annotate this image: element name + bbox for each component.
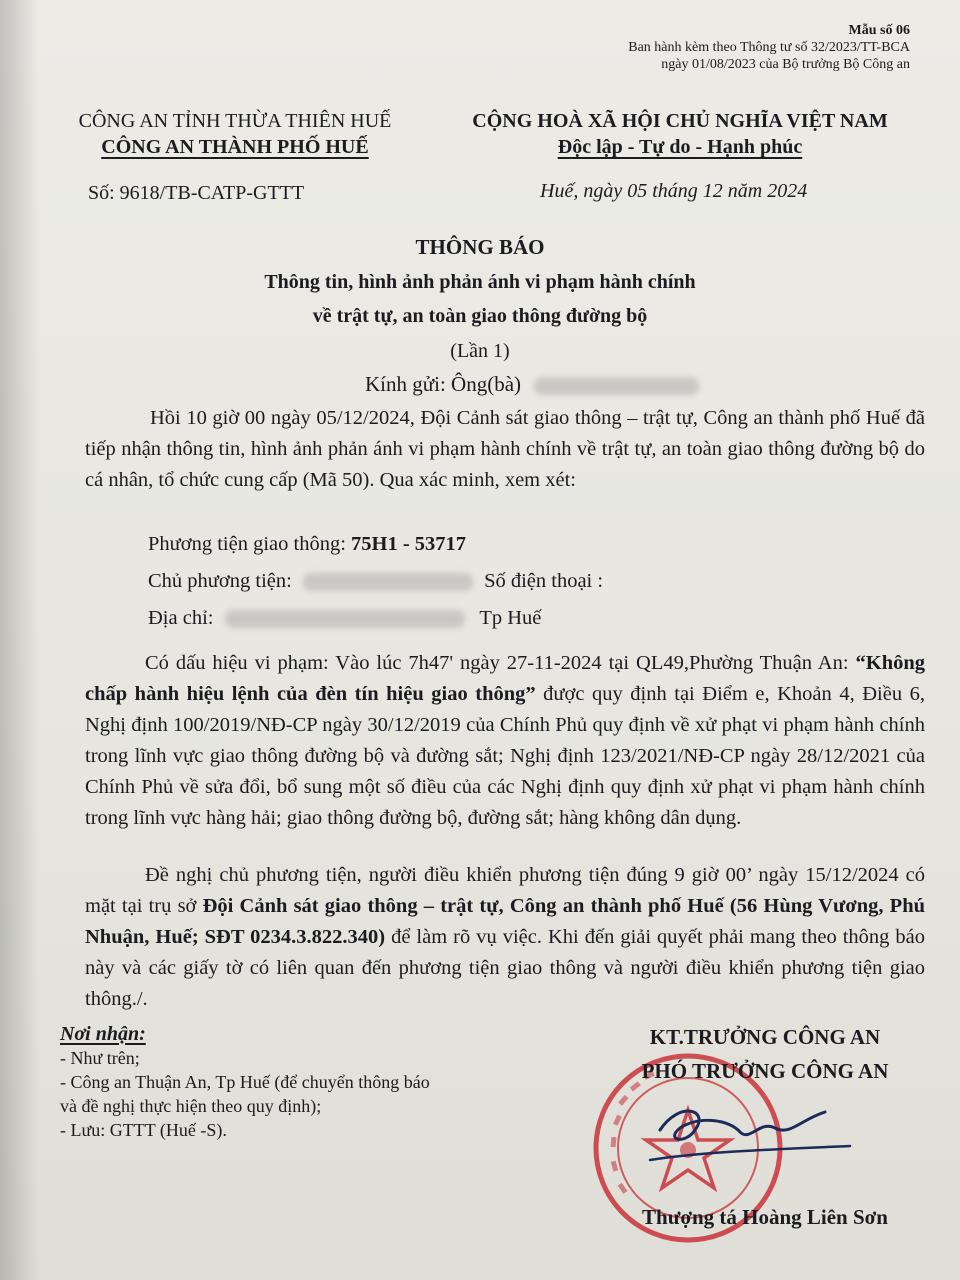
redacted-recipient-name — [534, 377, 699, 395]
recipients-heading: Nơi nhận: — [60, 1023, 146, 1045]
page-edge-shadow — [0, 0, 40, 1280]
recipient-item: và đề nghị thực hiện theo quy định); — [60, 1096, 322, 1116]
form-number: Mẫu số 06 — [848, 23, 910, 38]
recipients-block — [60, 1022, 430, 1142]
request-location: Đội Cảnh sát giao thông – trật tự, Công an thành phố Huế (56 Hùng Vương, Phú Nhuận, Huế; SĐT 0234.3.822.340) — [85, 895, 925, 948]
recipient-item: - Công an Thuận An, Tp Huế (để chuyển thông báo — [60, 1072, 430, 1092]
address-label: Địa chỉ: — [148, 607, 214, 629]
national-motto: Độc lập - Tự do - Hạnh phúc — [557, 136, 803, 158]
violation-paragraph — [85, 648, 925, 834]
document-subtitle-2: về trật tự, an toàn giao thông đường bộ — [312, 305, 648, 327]
phone-label: Số điện thoại : — [484, 570, 604, 592]
handwritten-signature — [640, 1090, 860, 1180]
signer-title-2: PHÓ TRƯỞNG CÔNG AN — [641, 1059, 889, 1083]
document-title: THÔNG BÁO — [415, 235, 545, 259]
recipient-label: Kính gửi: Ông(bà) — [365, 372, 522, 396]
nation-name: CỘNG HOÀ XÃ HỘI CHỦ NGHĨA VIỆT NAM — [472, 110, 888, 132]
signer-title-1: KT.TRƯỞNG CÔNG AN — [649, 1025, 881, 1049]
address-line — [148, 607, 541, 630]
vehicle-line — [148, 533, 466, 556]
place-date: Huế, ngày 05 tháng 12 năm 2024 — [540, 180, 808, 202]
request-instructions: để làm rõ vụ việc. Khi đến giải quyết phải mang theo thông báo này và các giấy tờ có liên quan đến phương tiện giao thông và người điều khiển phương tiện giao thông./. — [85, 926, 925, 1010]
recipient-item: - Như trên; — [60, 1048, 140, 1068]
violation-intro: Có dấu hiệu vi phạm: Vào lúc 7h47' ngày 27-11-2024 tại QL49,Phường Thuận An: — [145, 652, 856, 674]
request-paragraph — [85, 860, 925, 1015]
org-name: CÔNG AN THÀNH PHỐ HUẾ — [101, 136, 369, 158]
address-city: Tp Huế — [479, 607, 542, 629]
vehicle-label: Phương tiện giao thông: — [148, 533, 352, 555]
document-number: Số: 9618/TB-CATP-GTTT — [88, 182, 305, 204]
signature-block — [600, 1020, 930, 1088]
national-header — [440, 108, 920, 160]
violation-description: “Không chấp hành hiệu lệnh của đèn tín hiệu giao thông” — [85, 652, 925, 705]
request-intro: Đề nghị chủ phương tiện, người điều khiển phương tiện đúng 9 giờ 00’ ngày 15/12/2024 có mặt tại trụ sở — [85, 864, 925, 917]
signer-name: Thượng tá Hoàng Liên Sơn — [642, 1205, 888, 1229]
form-reference — [580, 22, 910, 73]
vehicle-plate: 75H1 - 53717 — [351, 533, 467, 555]
redacted-address — [225, 610, 465, 628]
redacted-owner-name — [303, 573, 473, 591]
notice-round: (Lần 1) — [450, 340, 510, 362]
intro-paragraph: Hồi 10 giờ 00 ngày 05/12/2024, Đội Cảnh sát giao thông – trật tự, Công an thành phố Huế đã tiếp nhận thông tin, hình ảnh phản ánh vi phạm hành chính về trật tự, an toàn giao thông đường bộ do cá nhân, tổ chức cung cấp (Mã 50). Qua xác minh, xem xét: — [85, 407, 925, 491]
recipient-line — [365, 372, 699, 397]
form-issued-line1: Ban hành kèm theo Thông tư số 32/2023/TT-BCA — [628, 40, 910, 55]
recipient-item: - Lưu: GTTT (Huế -S). — [60, 1120, 227, 1140]
org-parent: CÔNG AN TỈNH THỪA THIÊN HUẾ — [78, 110, 392, 132]
owner-line — [148, 570, 603, 593]
document-subtitle-1: Thông tin, hình ảnh phản ánh vi phạm hành chính — [264, 271, 696, 293]
issuing-organization — [40, 108, 430, 160]
owner-label: Chủ phương tiện: — [148, 570, 292, 592]
violation-legal-basis: được quy định tại Điểm e, Khoản 4, Điều 6, Nghị định 100/2019/NĐ-CP ngày 30/12/2019 của Chính Phủ quy định về xử phạt vi phạm hành chính trong lĩnh vực giao thông đường bộ và đường sắt; Nghị định 123/2021/NĐ-CP ngày 28/12/2021 của Chính Phủ về sửa đổi, bổ sung một số điều của các Nghị định quy định xử phạt vi phạm hành chính trong lĩnh vực hàng hải; giao thông đường bộ, đường sắt; hàng không dân dụng. — [85, 683, 925, 829]
form-issued-line2: ngày 01/08/2023 của Bộ trưởng Bộ Công an — [661, 57, 910, 72]
